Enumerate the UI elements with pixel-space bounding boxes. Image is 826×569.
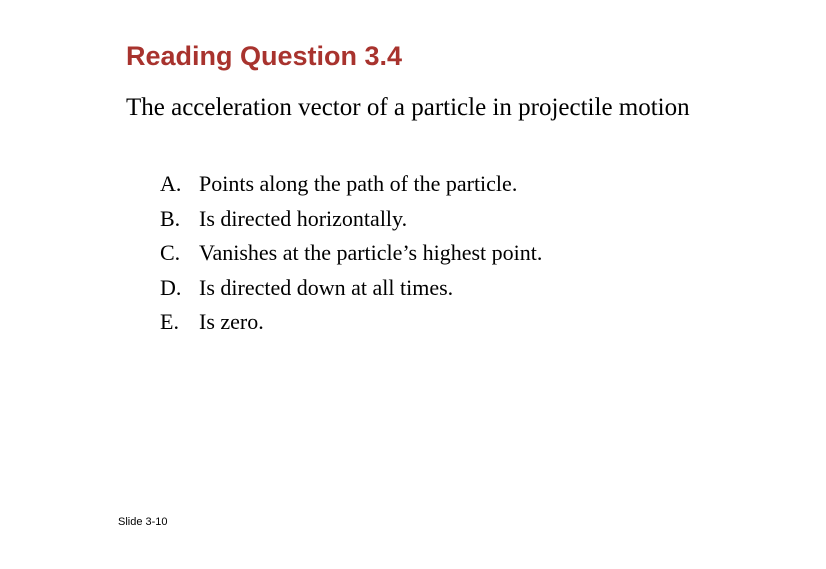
option-a-text: Points along the path of the particle. [199,171,518,196]
option-a-letter: A. [160,171,182,196]
option-c-text: Vanishes at the particle’s highest point. [199,240,543,265]
option-c-letter: C. [160,240,181,265]
option-b-letter: B. [160,205,181,231]
answer-options-list [160,167,542,340]
question-text: The acceleration vector of a particle in projectile motion [126,94,690,121]
option-e [160,305,542,340]
option-d-text: Is directed down at all times. [199,274,454,300]
option-e-text: Is zero. [199,309,264,334]
slide-title: Reading Question 3.4 [126,41,403,71]
option-b [160,202,542,237]
option-d [160,271,542,306]
option-c [160,236,542,271]
option-a [160,167,542,202]
option-e-letter: E. [160,309,179,334]
option-d-letter: D. [160,274,182,300]
slide-number: Slide 3-10 [118,516,168,528]
option-b-text: Is directed horizontally. [199,205,408,231]
